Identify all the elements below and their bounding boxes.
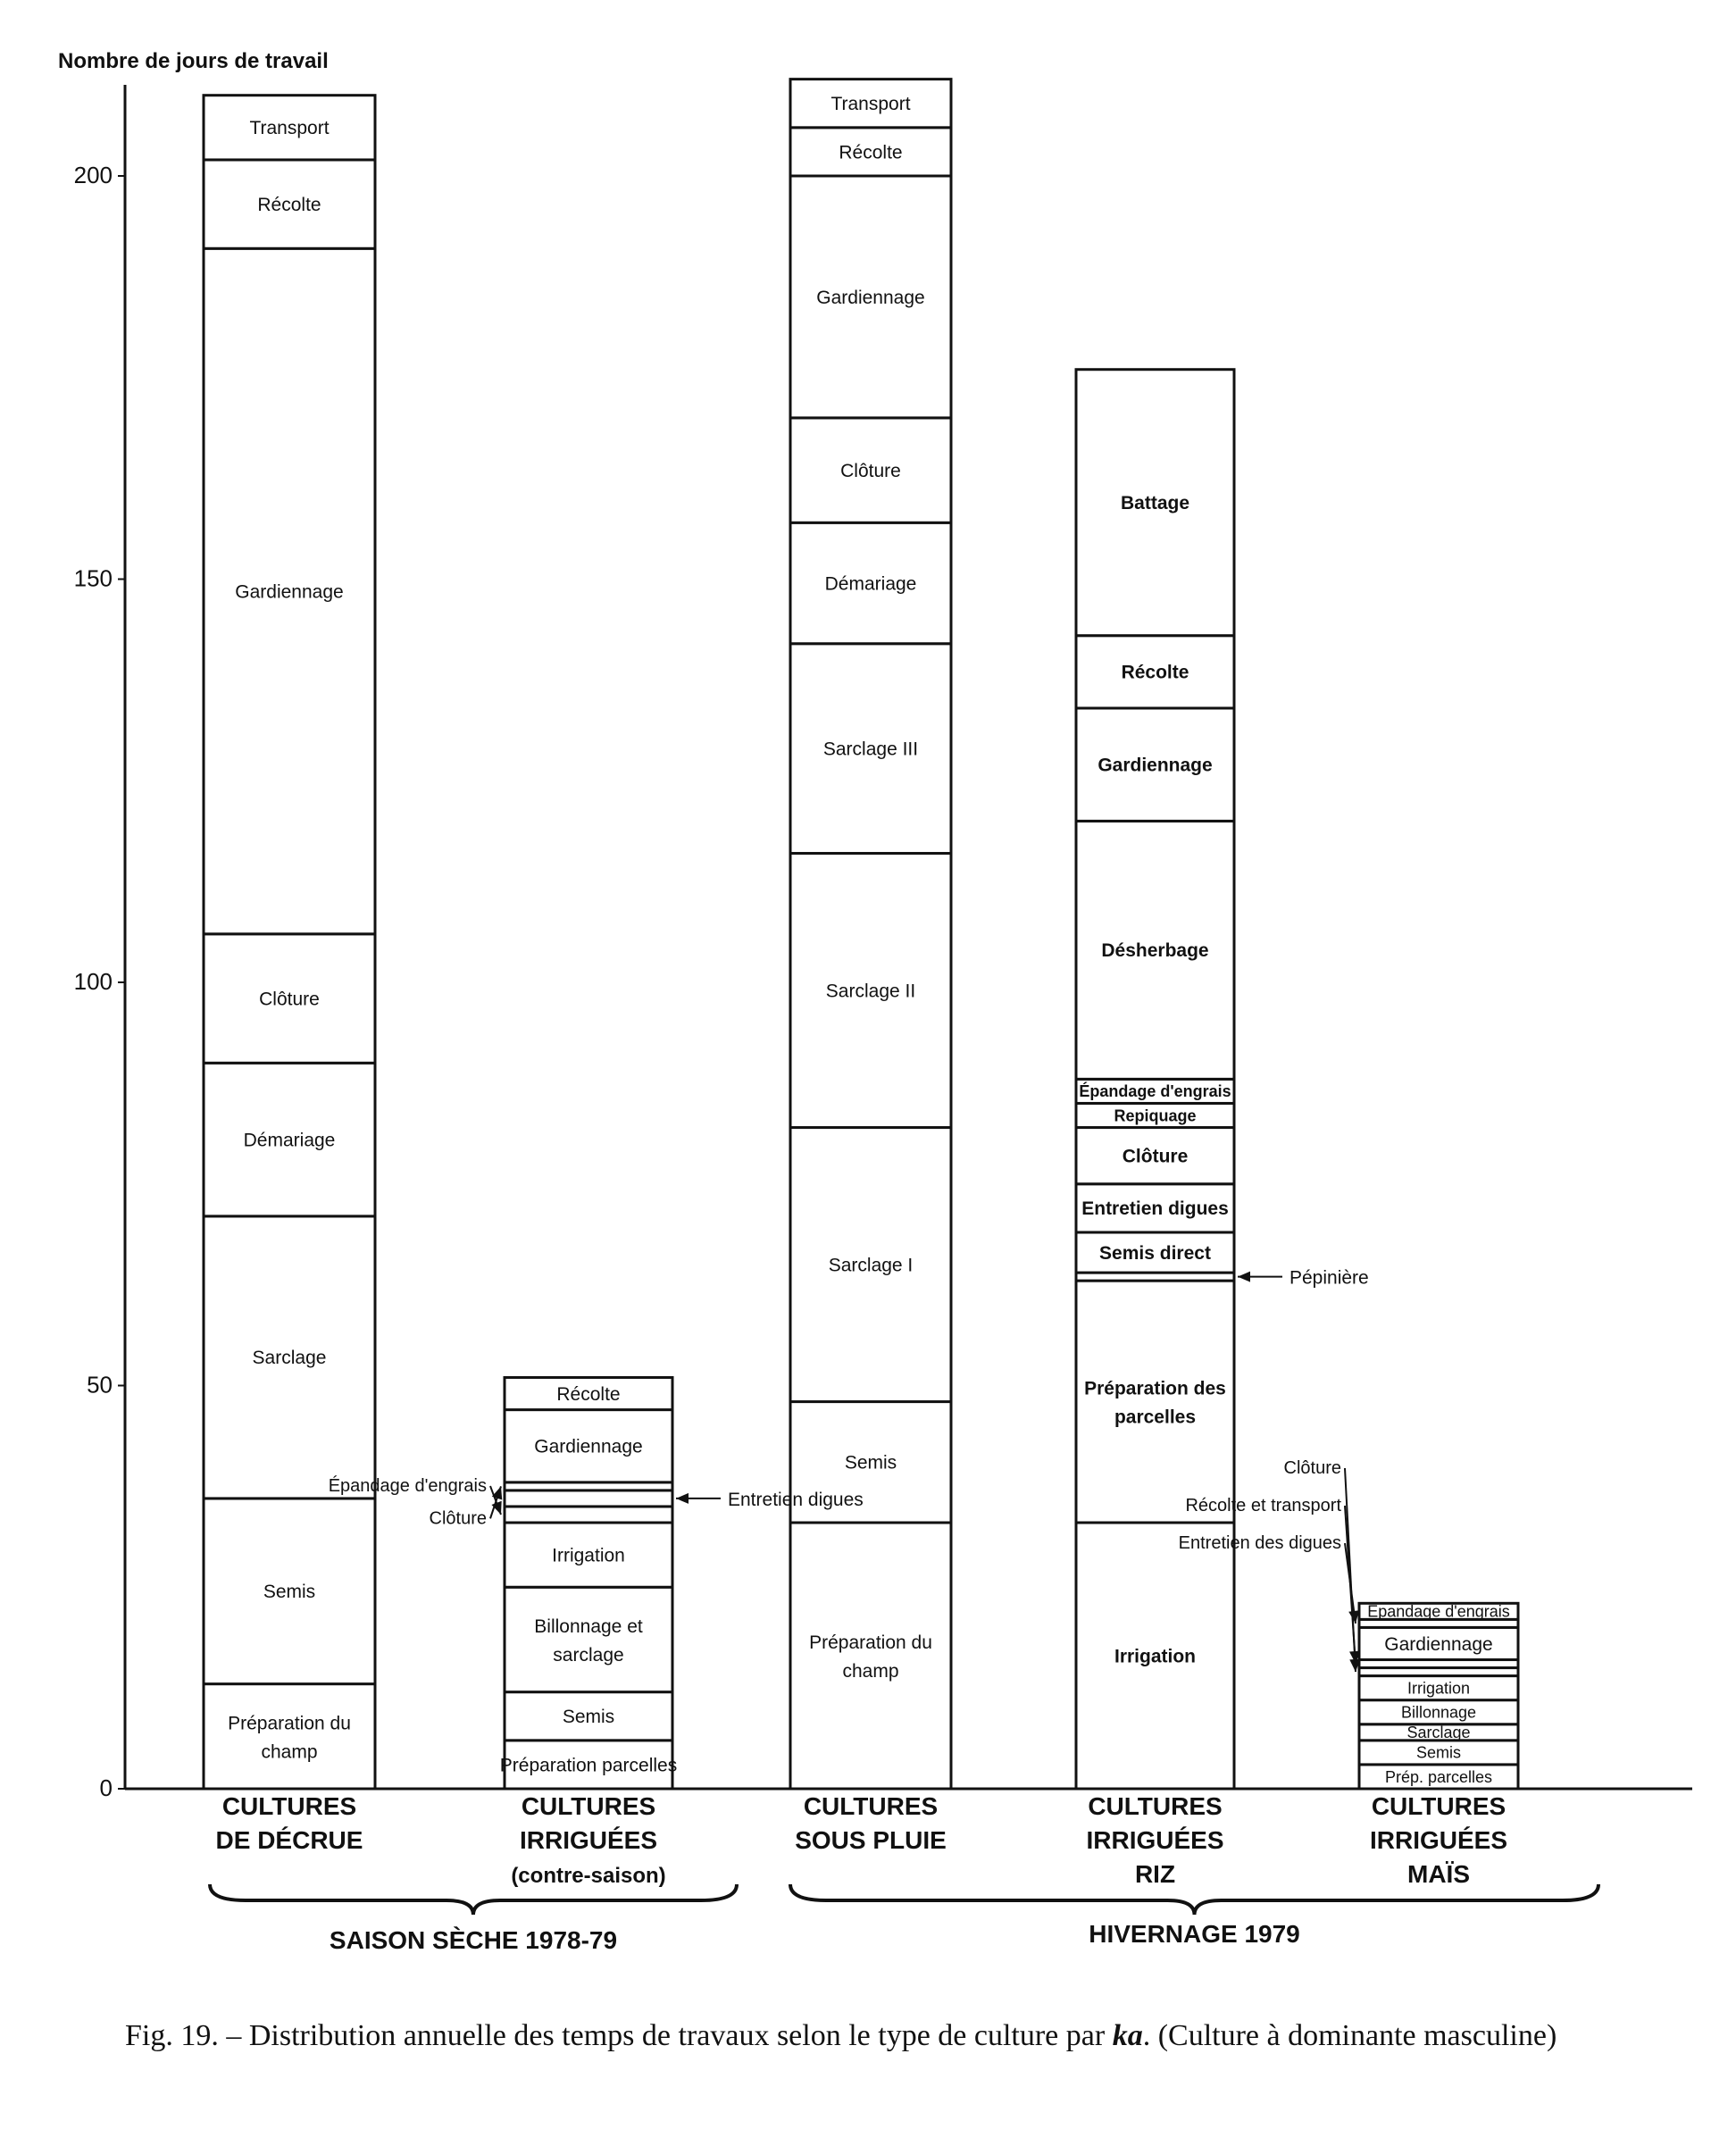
bar-name-line: (contre-saison) [511, 1864, 666, 1888]
segment-label: Prép. parcelles [1384, 1767, 1493, 1786]
segment-label: Gardiennage [534, 1436, 643, 1457]
bar-name-line: CULTURES [521, 1792, 656, 1820]
segment-label: Clôture [259, 989, 320, 1010]
bar-name-line: RIZ [1134, 1860, 1176, 1888]
bar-name-line: CULTURES [1088, 1792, 1223, 1820]
callout-label: Pépinière [1289, 1267, 1369, 1289]
segment-label: Transport [249, 118, 330, 139]
bar-name-line: IRRIGUÉES [1086, 1826, 1224, 1854]
callout-label: Entretien des digues [1178, 1533, 1341, 1553]
segment-label: Gardiennage [816, 287, 925, 308]
segment-label: Repiquage [1114, 1106, 1197, 1125]
segment-label: Épandage d'engrais [1079, 1082, 1231, 1101]
callout-label: Récolte et transport [1185, 1496, 1341, 1515]
y-tick-label: 100 [73, 968, 113, 995]
bar-name-line: IRRIGUÉES [519, 1826, 658, 1854]
segment-label: Préparation parcelles [499, 1755, 678, 1776]
callout-label: Clôture [1283, 1458, 1341, 1478]
segment-label: sarclage [553, 1644, 624, 1666]
segment-label: Démariage [243, 1130, 336, 1151]
segment-label: Sarclage [1406, 1724, 1471, 1742]
segment-label: Billonnage et [534, 1616, 643, 1637]
bar-1 [204, 96, 375, 1789]
segment-label: Récolte [1121, 662, 1189, 683]
y-tick-label: 0 [99, 1774, 113, 1801]
segment-3-1 [790, 1523, 951, 1789]
segment-label: Épandage d'engrais [1367, 1602, 1510, 1621]
bar-4 [1076, 370, 1234, 1789]
segment-label: Préparation des [1084, 1378, 1226, 1399]
segment-label: Préparation du [809, 1632, 932, 1654]
segment-label: Démariage [824, 573, 917, 595]
segment-label: Entretien digues [1081, 1198, 1229, 1220]
group-label: HIVERNAGE 1979 [1089, 1920, 1300, 1948]
bar-name-line: IRRIGUÉES [1369, 1826, 1508, 1854]
segment-label: Désherbage [1101, 940, 1209, 962]
group-brace-saison-seche [210, 1884, 737, 1915]
segment-2-6 [505, 1490, 672, 1507]
segment-1-1 [204, 1684, 375, 1789]
segment-2-5 [505, 1507, 672, 1523]
segment-label: Clôture [840, 460, 901, 481]
segment-label: Clôture [1122, 1146, 1189, 1167]
segment-label: Gardiennage [1384, 1633, 1493, 1655]
segment-label: champ [261, 1741, 318, 1763]
bar-name-line: CULTURES [221, 1792, 357, 1820]
y-axis-title: Nombre de jours de travail [58, 49, 329, 73]
bar-name-line: DE DÉCRUE [215, 1826, 363, 1854]
group-brace-hivernage [790, 1884, 1598, 1915]
segment-label: Battage [1120, 493, 1190, 514]
segment-label: Récolte [839, 142, 903, 163]
callout-arrow-head [676, 1493, 689, 1504]
segment-label: Semis [263, 1582, 316, 1603]
segment-label: parcelles [1114, 1407, 1197, 1428]
segment-label: Préparation du [228, 1713, 351, 1734]
segment-label: Irrigation [1406, 1679, 1471, 1698]
caption-italic: ka [1112, 2019, 1143, 2052]
segment-label: Récolte [257, 194, 321, 215]
callout-label: Épandage d'engrais [328, 1475, 487, 1496]
bar-name-line: CULTURES [1371, 1792, 1506, 1820]
segment-label: Semis direct [1099, 1242, 1211, 1264]
figure-caption [125, 2019, 1557, 2052]
segment-label: Gardiennage [235, 581, 344, 603]
segment-label: Sarclage III [822, 739, 919, 760]
bar-name-line: MAÏS [1407, 1860, 1470, 1888]
y-tick-label: 200 [73, 162, 113, 188]
segment-label: Irrigation [1114, 1646, 1197, 1667]
caption-prefix: Fig. 19. – Distribution annuelle des temps de travaux selon le type de culture par [125, 2019, 1113, 2052]
segment-label: Semis [562, 1707, 615, 1728]
segment-label: champ [842, 1661, 899, 1682]
callout-arrow-head [1238, 1272, 1250, 1282]
caption-suffix: . (Culture à dominante masculine) [1142, 2019, 1557, 2052]
segment-label: Sarclage [252, 1348, 327, 1369]
segment-label: Semis [1415, 1743, 1462, 1762]
y-tick-label: 150 [73, 564, 113, 592]
segment-4-2 [1076, 1281, 1234, 1523]
segment-label: Semis [844, 1452, 897, 1474]
segment-label: Sarclage I [828, 1255, 914, 1276]
callout-label: Clôture [429, 1508, 487, 1529]
segment-label: Irrigation [552, 1545, 625, 1566]
callout-label: Entretien digues [728, 1489, 864, 1510]
segment-label: Billonnage [1400, 1703, 1477, 1722]
y-tick-label: 50 [87, 1371, 113, 1398]
segment-label: Récolte [556, 1383, 621, 1405]
group-label: SAISON SÈCHE 1978-79 [329, 1926, 618, 1954]
segment-2-3 [505, 1587, 672, 1691]
bar-name-line: SOUS PLUIE [795, 1826, 947, 1854]
segment-label: Transport [830, 94, 911, 115]
segment-label: Gardiennage [1098, 755, 1213, 776]
bar-name-line: CULTURES [803, 1792, 939, 1820]
segment-label: Sarclage II [825, 981, 916, 1002]
bar-3 [790, 79, 951, 1789]
callout-arrow-head [1348, 1610, 1359, 1624]
